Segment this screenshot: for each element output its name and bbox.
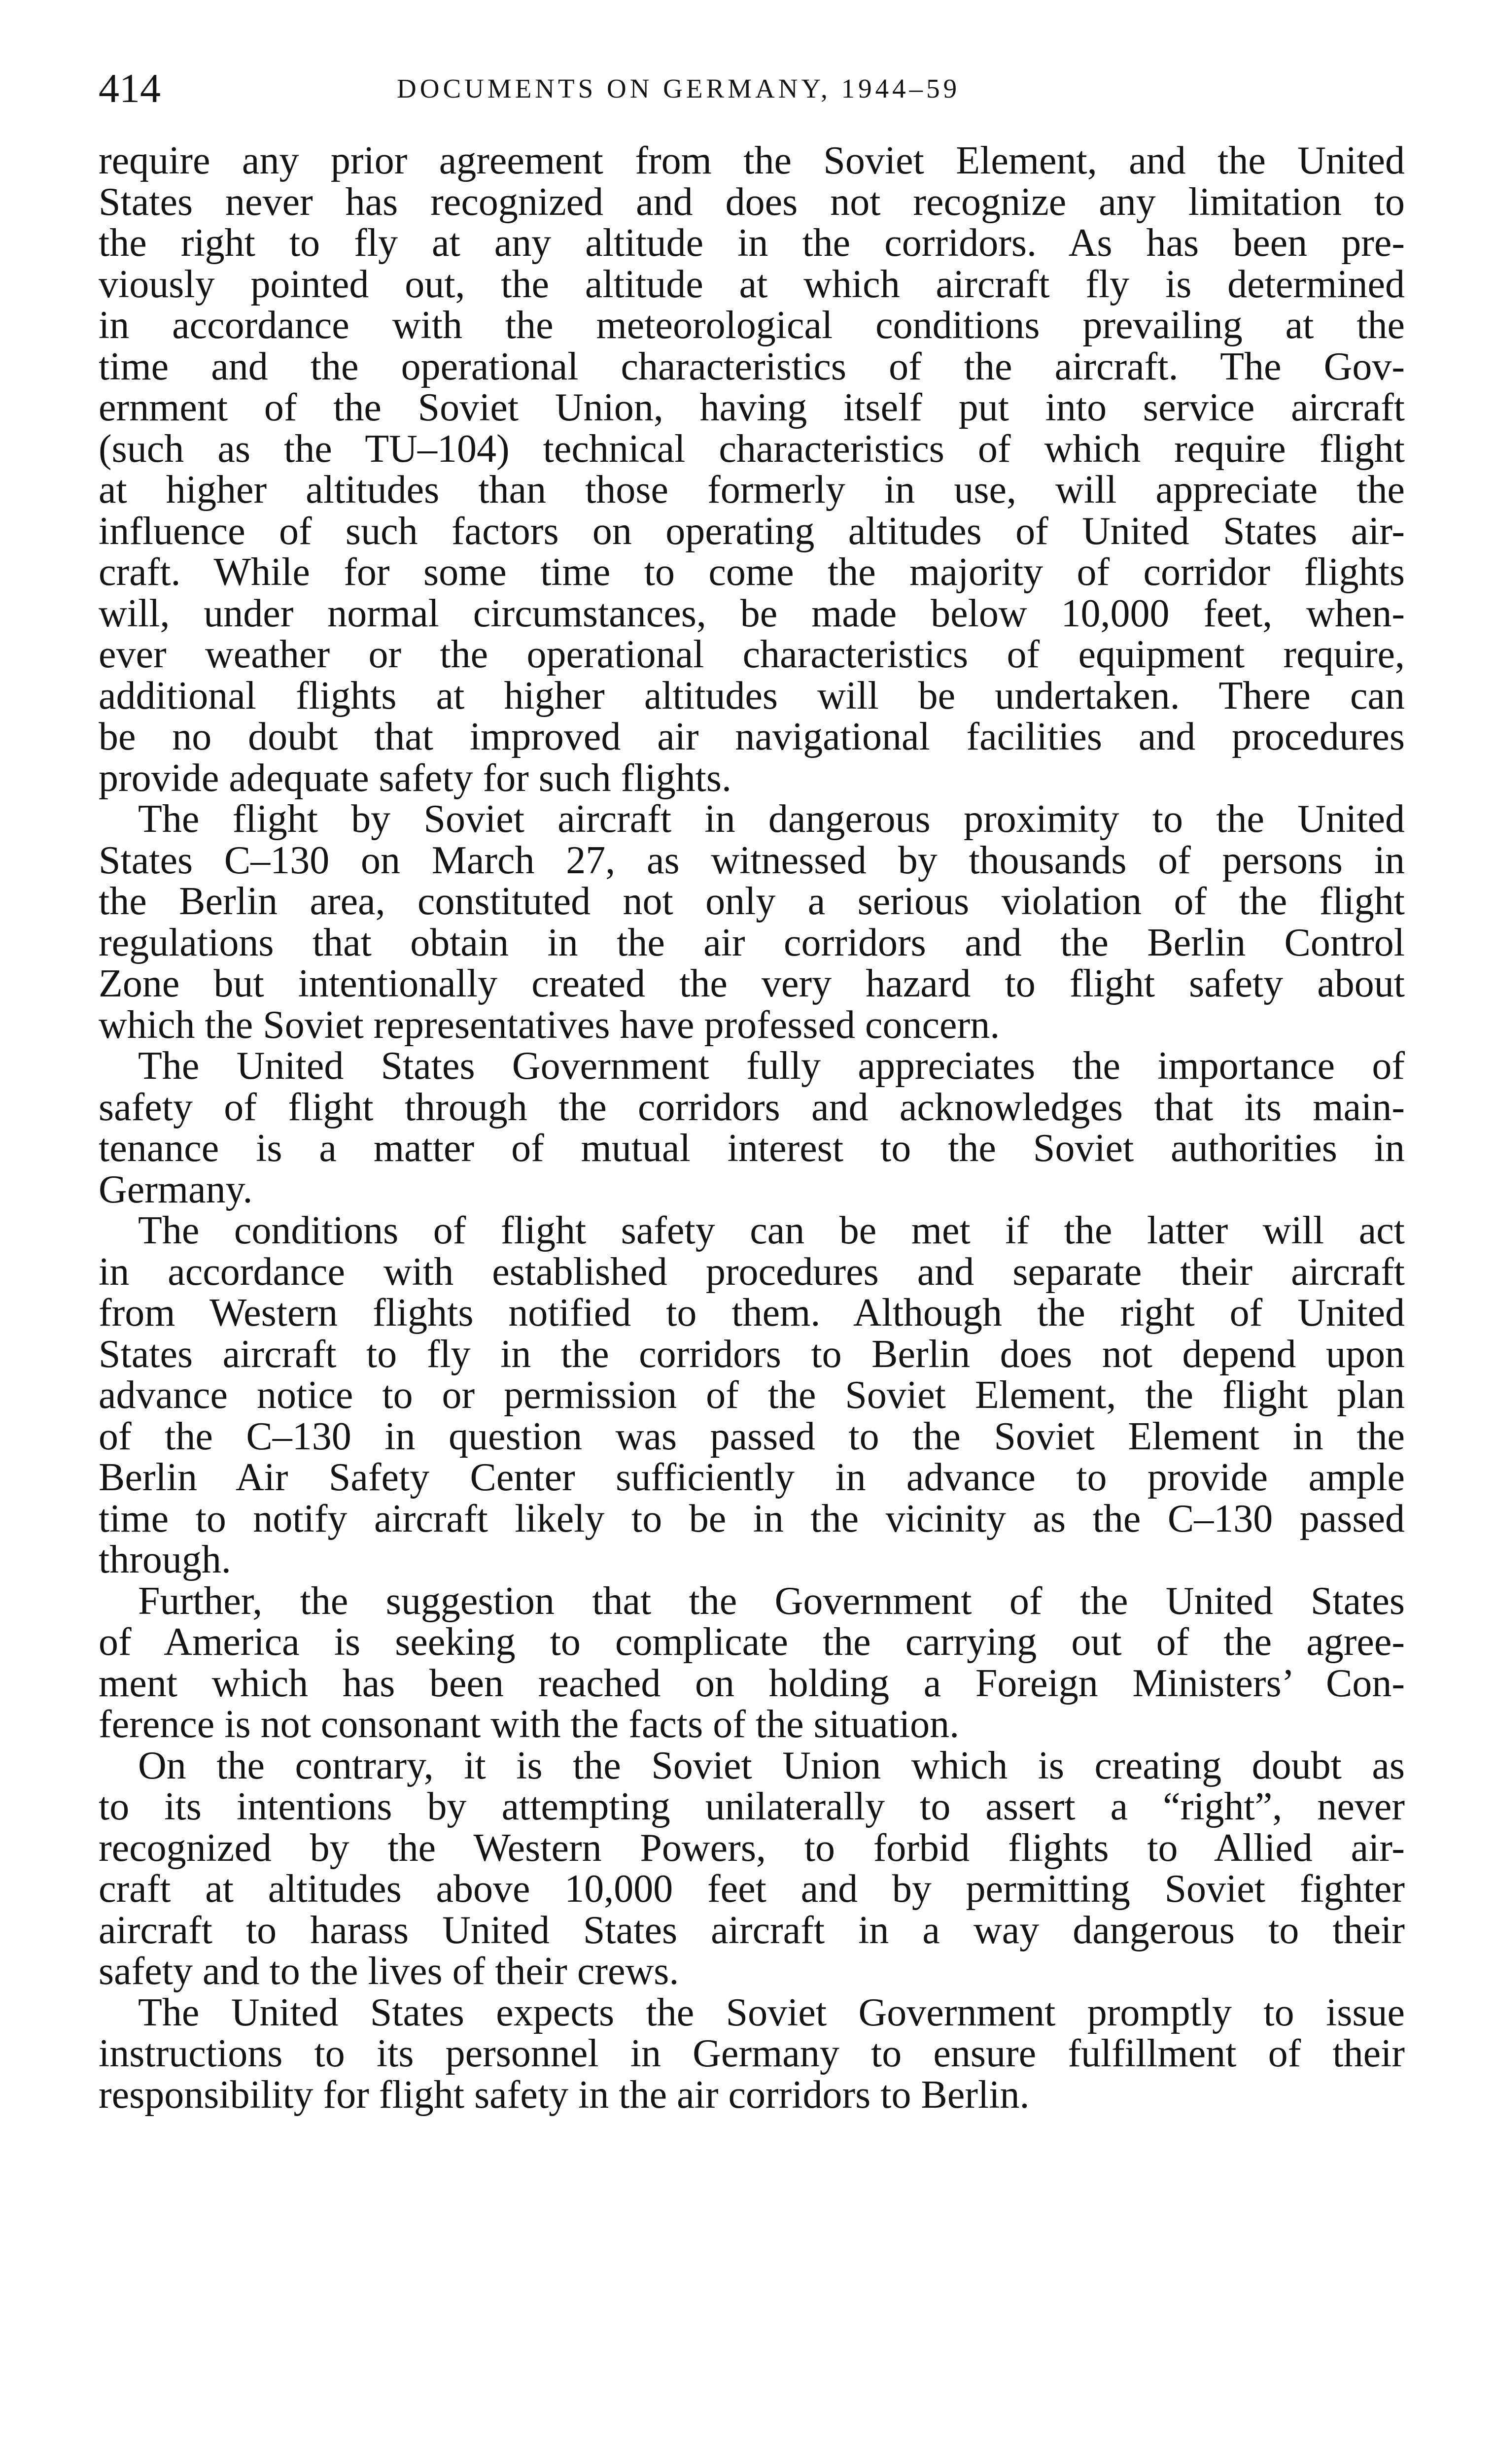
text-line: influence of such factors on operating altitudes of United States air- — [99, 509, 1405, 553]
text-line: The United States expects the Soviet Government promptly to issue — [138, 1990, 1405, 2034]
text-line: require any prior agreement from the Soviet Element, and the United — [99, 139, 1405, 182]
text-line: will, under normal circumstances, be made below 10,000 feet, when- — [99, 591, 1405, 635]
text-line: ernment of the Soviet Union, having itself put into service aircraft — [99, 386, 1405, 429]
body-text — [99, 140, 1405, 2116]
text-line: advance notice to or permission of the Soviet Element, the flight plan — [99, 1373, 1405, 1417]
text-line: States C–130 on March 27, as witnessed by thousands of persons in — [99, 838, 1405, 882]
text-line: The conditions of flight safety can be met if the latter will act — [138, 1209, 1405, 1252]
text-line: from Western flights notified to them. Although the right of United — [99, 1291, 1405, 1335]
text-line: (such as the TU–104) technical characteristics of which require flight — [99, 427, 1405, 471]
text-line: be no doubt that improved air navigational facilities and procedures — [99, 715, 1405, 758]
text-line: the Berlin area, constituted not only a serious violation of the flight — [99, 880, 1405, 923]
text-line: safety of flight through the corridors and acknowledges that its main- — [99, 1085, 1405, 1129]
text-line: ment which has been reached on holding a Foreign Ministers’ Con- — [99, 1661, 1405, 1705]
text-line: additional flights at higher altitudes will be undertaken. There can — [99, 674, 1405, 718]
text-line: Germany. — [99, 1167, 253, 1211]
text-line: ever weather or the operational characteristics of equipment require, — [99, 633, 1405, 676]
text-line: States aircraft to fly in the corridors to Berlin does not depend upon — [99, 1332, 1405, 1376]
text-line: craft. While for some time to come the majority of corridor flights — [99, 550, 1405, 594]
text-line: provide adequate safety for such flights. — [99, 756, 732, 800]
text-line: Berlin Air Safety Center sufficiently in advance to provide ample — [99, 1456, 1405, 1499]
text-line: aircraft to harass United States aircraft in a way dangerous to their — [99, 1908, 1405, 1952]
text-line: time and the operational characteristics of the aircraft. The Gov- — [99, 344, 1405, 388]
text-line: at higher altitudes than those formerly in use, will appreciate the — [99, 468, 1405, 512]
text-line: in accordance with the meteorological conditions prevailing at the — [99, 304, 1405, 347]
page-number: 414 — [99, 66, 161, 111]
page-header — [99, 59, 1405, 118]
text-line: which the Soviet representatives have professed concern. — [99, 1003, 1000, 1047]
text-line: the right to fly at any altitude in the corridors. As has been pre- — [99, 221, 1405, 265]
running-title: DOCUMENTS ON GERMANY, 1944–59 — [397, 73, 961, 103]
text-line: of America is seeking to complicate the carrying out of the agree- — [99, 1620, 1405, 1664]
text-line: recognized by the Western Powers, to forbid flights to Allied air- — [99, 1826, 1405, 1870]
text-line: The United States Government fully appreciates the importance of — [138, 1044, 1405, 1088]
text-line: On the contrary, it is the Soviet Union which is creating doubt as — [138, 1744, 1405, 1787]
text-line: viously pointed out, the altitude at which aircraft fly is determined — [99, 262, 1405, 306]
text-line: regulations that obtain in the air corridors and the Berlin Control — [99, 921, 1405, 964]
text-line: in accordance with established procedures and separate their aircraft — [99, 1250, 1405, 1294]
text-line: Zone but intentionally created the very hazard to flight safety about — [99, 962, 1405, 1005]
text-line: of the C–130 in question was passed to the Soviet Element in the — [99, 1414, 1405, 1458]
text-line: time to notify aircraft likely to be in the vicinity as the C–130 passed — [99, 1497, 1405, 1540]
text-line: Further, the suggestion that the Government of the United States — [138, 1579, 1405, 1623]
text-line: instructions to its personnel in Germany to ensure fulfillment of their — [99, 2032, 1405, 2075]
text-line: safety and to the lives of their crews. — [99, 1950, 679, 1993]
text-line: craft at altitudes above 10,000 feet and by permitting Soviet fighter — [99, 1867, 1405, 1911]
text-line: The flight by Soviet aircraft in dangerous proximity to the United — [138, 797, 1405, 841]
text-line: tenance is a matter of mutual interest to the Soviet authorities in — [99, 1127, 1405, 1170]
text-line: to its intentions by attempting unilaterally to assert a “right”, never — [99, 1785, 1405, 1828]
text-line: responsibility for flight safety in the air corridors to Berlin. — [99, 2073, 1030, 2117]
text-line: ference is not consonant with the facts of the situation. — [99, 1703, 960, 1746]
text-line: through. — [99, 1538, 231, 1581]
text-line: States never has recognized and does not recognize any limitation to — [99, 180, 1405, 224]
